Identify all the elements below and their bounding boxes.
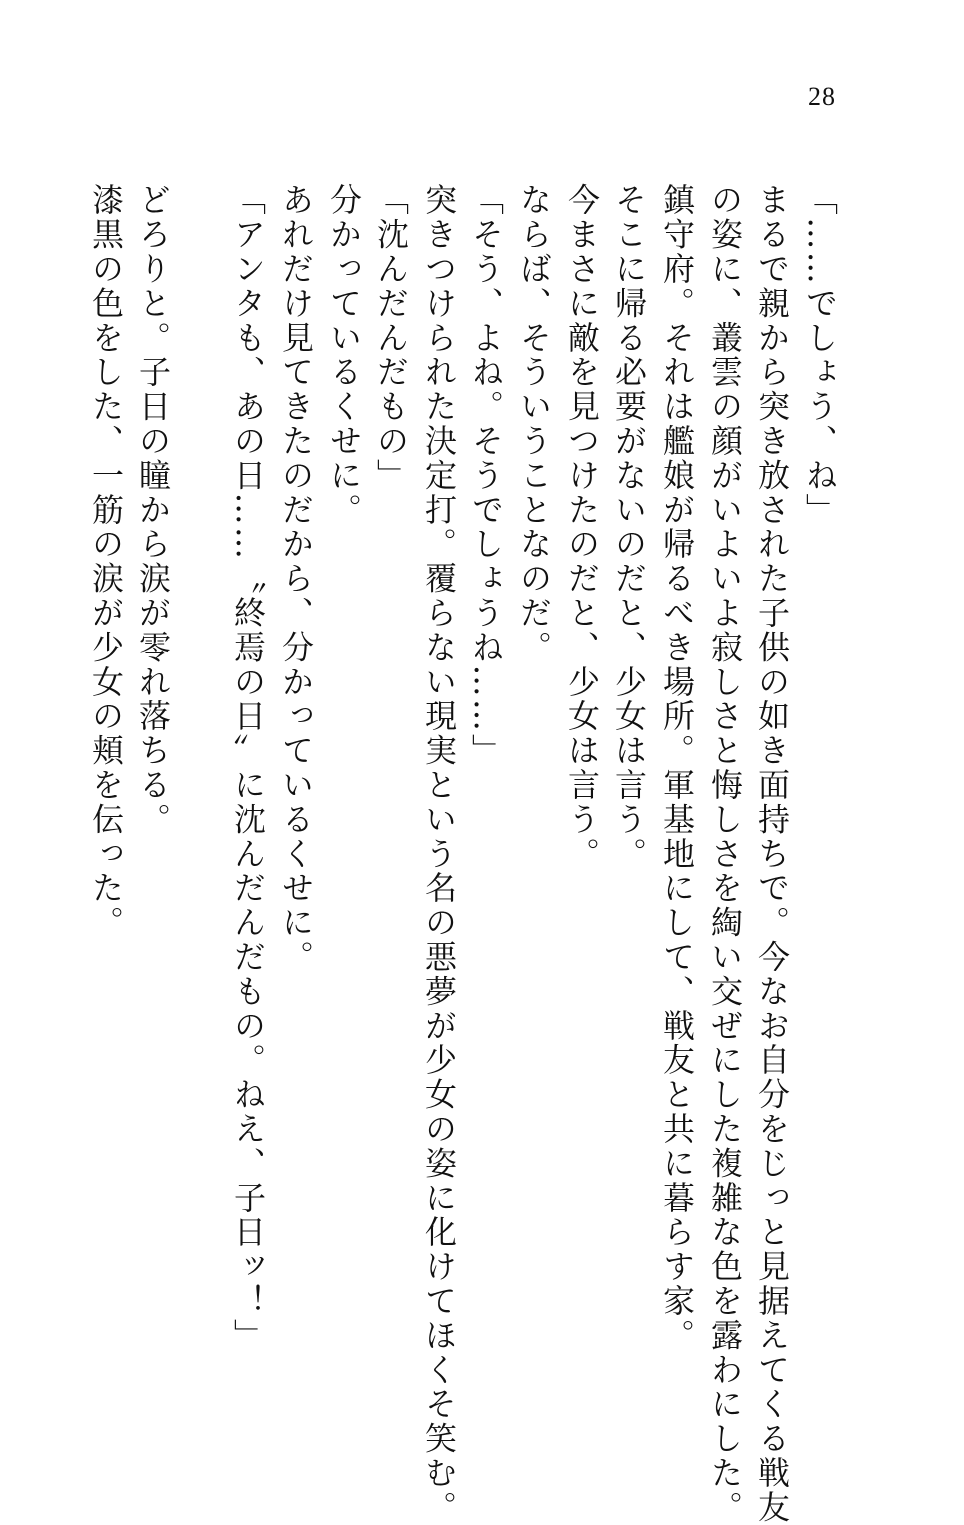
text-line: 「アンタも、あの日……〝終焉の日〟に沈んだんだもの。ねえ、子日ッ！」 bbox=[229, 183, 267, 1353]
text-line: 「……でしょう、ね」 bbox=[801, 183, 839, 527]
text-line: ならば、そういうことなのだ。 bbox=[515, 183, 553, 665]
text-line: 突きつけられた決定打。覆らない現実という名の悪夢が少女の姿に化けてほくそ笑む。 bbox=[420, 183, 458, 1525]
text-line: 「そう、よね。そうでしょうね……」 bbox=[467, 183, 505, 768]
text-line: 分かっているくせに。 bbox=[325, 183, 363, 527]
text-line: 今まさに敵を見つけたのだと、少女は言う。 bbox=[563, 183, 601, 871]
text-line: 「沈んだんだもの」 bbox=[372, 183, 410, 493]
text-line: 漆黒の色をした、一筋の涙が少女の頬を伝った。 bbox=[87, 183, 125, 940]
text-line: あれだけ見てきたのだから、分かっているくせに。 bbox=[277, 183, 315, 975]
text-line: どろりと。子日の瞳から涙が零れ落ちる。 bbox=[134, 183, 172, 837]
page-number: 28 bbox=[808, 82, 836, 111]
text-line: まるで親から突き放された子供の如き面持ちで。今なお自分をじっと見据えてくる戦友 bbox=[753, 183, 791, 1525]
text-line: の姿に、叢雲の顔がいよいよ寂しさと悔しさを綯い交ぜにした複雑な色を露わにした。 bbox=[706, 183, 744, 1525]
text-line: そこに帰る必要がないのだと、少女は言う。 bbox=[610, 183, 648, 871]
text-line: 鎮守府。それは艦娘が帰るべき場所。軍基地にして、戦友と共に暮らす家。 bbox=[658, 183, 696, 1353]
